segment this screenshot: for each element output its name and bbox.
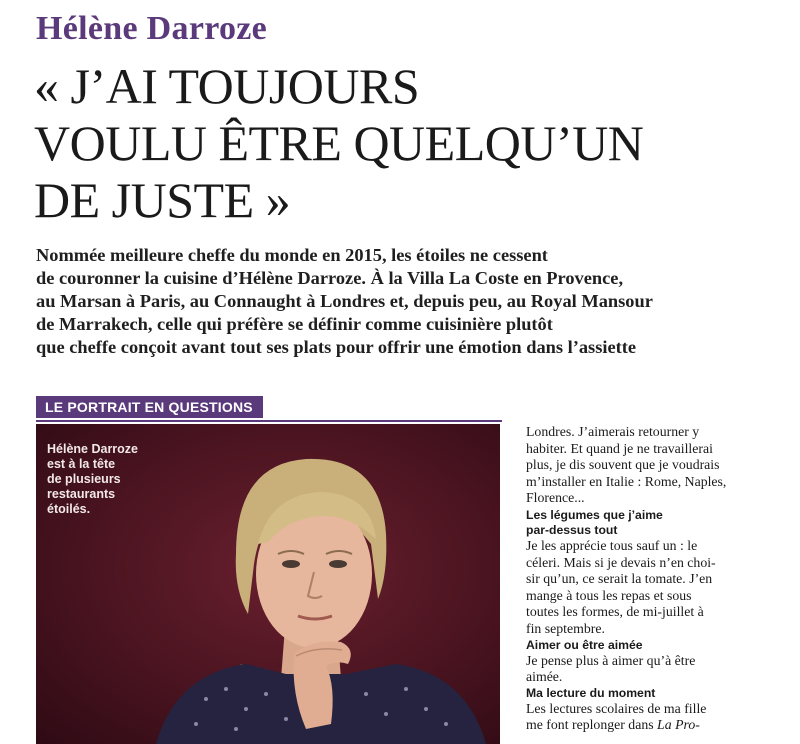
question-heading: Les légumes que j’aime bbox=[526, 507, 663, 522]
standfirst bbox=[36, 244, 766, 359]
question-heading: Ma lecture du moment bbox=[526, 685, 656, 700]
section-rubric-label: LE PORTRAIT EN QUESTIONS bbox=[36, 396, 263, 418]
answer-line: toutes les formes, de mi-juillet à bbox=[526, 604, 704, 620]
caption-line: est à la tête bbox=[47, 457, 116, 471]
standfirst-line: de couronner la cuisine d’Hélène Darroze. À la Villa La Coste en Provence, bbox=[36, 268, 624, 288]
book-title-fragment: La Pro- bbox=[657, 717, 700, 733]
photo-caption bbox=[47, 442, 138, 517]
body-line: habiter. Et quand je ne travaillerai bbox=[526, 440, 713, 456]
answer-text: me font replonger dans bbox=[526, 717, 654, 733]
rubric-divider bbox=[36, 420, 502, 422]
answer-line: sir qu’un, ce serait la tomate. J’en bbox=[526, 571, 713, 587]
standfirst-line: que cheffe conçoit avant tout ses plats pour offrir une émotion dans l’assiette bbox=[36, 337, 637, 357]
headline-line-1: « J’AI TOUJOURS bbox=[34, 58, 420, 114]
caption-line: Hélène Darroze bbox=[47, 442, 139, 456]
standfirst-line: au Marsan à Paris, au Connaught à Londres et, depuis peu, au Royal Mansour bbox=[36, 291, 653, 311]
standfirst-line: Nommée meilleure cheffe du monde en 2015, les étoiles ne cessent bbox=[36, 245, 548, 265]
body-line: m’installer en Italie : Rome, Naples, bbox=[526, 473, 727, 489]
body-line: plus, je dis souvent que je voudrais bbox=[526, 457, 720, 473]
question-heading: par-dessus tout bbox=[526, 522, 618, 537]
answer-line: Je les apprécie tous sauf un : le bbox=[526, 537, 698, 553]
caption-line: de plusieurs bbox=[47, 472, 121, 486]
answer-line bbox=[526, 717, 756, 734]
headline bbox=[34, 58, 774, 229]
question-heading: Aimer ou être aimée bbox=[526, 637, 643, 652]
standfirst-line: de Marrakech, celle qui préfère se définir comme cuisinière plutôt bbox=[36, 314, 553, 334]
body-line: Londres. J’aimerais retourner y bbox=[526, 424, 700, 439]
interview-column bbox=[526, 424, 756, 734]
headline-line-2: VOULU ÊTRE QUELQU’UN bbox=[34, 115, 644, 171]
answer-line: Les lectures scolaires de ma fille bbox=[526, 700, 707, 716]
kicker-name: Hélène Darroze bbox=[36, 10, 268, 47]
answer-line: Je pense plus à aimer qu’à être bbox=[526, 652, 696, 668]
answer-line: mange à tous les repas et sous bbox=[526, 587, 692, 603]
headline-line-3: DE JUSTE » bbox=[34, 172, 291, 228]
answer-line: céleri. Mais si je devais n’en choi- bbox=[526, 554, 716, 570]
portrait-photo bbox=[36, 424, 500, 744]
answer-line: aimée. bbox=[526, 669, 563, 685]
caption-line: restaurants bbox=[47, 487, 116, 501]
answer-line: fin septembre. bbox=[526, 620, 605, 636]
body-line: Florence... bbox=[526, 490, 585, 506]
caption-line: étoilés. bbox=[47, 502, 91, 516]
